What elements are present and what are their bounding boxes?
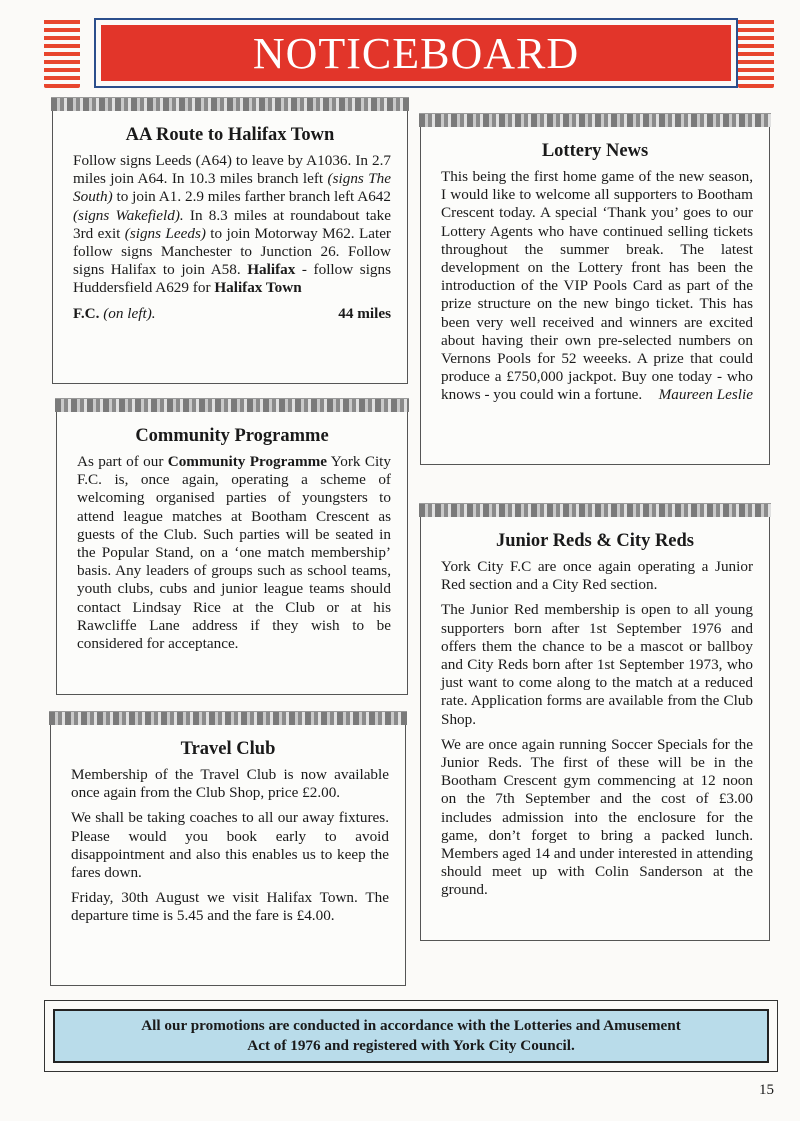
tape-strip [55, 398, 409, 412]
header-bar [101, 25, 731, 81]
community-text: As part of our Community Programme York City F.C. is, once again, operating a scheme of welcoming organised parties of youngsters to attend league matches at Bootham Crescent as guests of the Club. Such parties will be seated in the Popular Stand, on a ‘one match membership’ basis. Any leaders of groups such as school teams, youth clubs, cubs and junior league teams should contact Lindsay Rice at the Club or at his Rawcliffe Lane address if they wish to be considered for acceptance. [77, 453, 392, 653]
community-panel [56, 398, 408, 695]
junior-title: Junior Reds & City Reds [495, 531, 695, 551]
aa-route-title: AA Route to Halifax Town [125, 125, 335, 145]
lottery-panel [420, 113, 770, 465]
header-frame [94, 18, 738, 88]
travel-text-1: Membership of the Travel Club is now available once again from the Club Shop, price £2.00. [71, 766, 389, 802]
lottery-signature: Maureen Leslie [658, 386, 753, 404]
footer-line-2: Act of 1976 and registered with York City Council. [247, 1037, 575, 1054]
junior-text-1: York City F.C are once again operating a Junior Red section and a City Red section. [441, 558, 753, 594]
tape-strip [49, 711, 407, 725]
aa-route-panel [52, 97, 408, 384]
travel-text-3: Friday, 30th August we visit Halifax Town. The departure time is 5.45 and the fare is £4.00. [71, 889, 389, 925]
travel-club-panel [50, 711, 406, 986]
wave-decoration-left [44, 18, 80, 88]
page-title: NOTICEBOARD [252, 28, 580, 78]
aa-route-text: Follow signs Leeds (A64) to leave by A1036. In 2.7 miles join A64. In 10.3 miles branch left (signs The South) to join A1. 2.9 miles farther branch left A642 (signs Wakefield). In 8.3 miles at roundabout take 3rd exit (signs Leeds) to join Motorway M62. Later follow signs Manchester to Junction 26. Follow signs Halifax to join A58. Halifax - follow signs Huddersfield A629 for Halifax Town [73, 152, 392, 297]
page-number: 15 [759, 1082, 774, 1098]
junior-text-3: We are once again running Soccer Specials for the Junior Reds. The first of these will be in the Bootham Crescent gym commencing at 12 noon on the 7th September and the cost of £3.00 includes admission into the enclosure for the game, don’t forget to bring a packed lunch. Members aged 14 and under interested in attending should meet up with Colin Sanderson at the ground. [441, 735, 753, 899]
aa-route-miles: 44 miles [338, 304, 391, 322]
travel-text-2: We shall be taking coaches to all our away fixtures. Please would you book early to avoid disappointment and also this enables us to keep the fares down. [71, 809, 389, 882]
footer-frame [44, 1000, 778, 1072]
footer-notice [53, 1009, 769, 1063]
tape-strip [419, 113, 771, 127]
lottery-text: This being the first home game of the new season, I would like to welcome all supporters to Bootham Crescent today. A special ‘Thank you’ goes to our Lottery Agents who have continued selling tickets throughout the summer break. The latest development on the Lottery front has been the introduction of the VIP Pools Card as part of the prize structure on the new bingo ticket. This has been very well received and winners are excited about having their own pre-selected numbers on Vernons Pools for 52 weeeks. A prize that could produce a £750,000 jackpot. Buy one today - who knows - you could win a fortune. Maureen Leslie [441, 168, 753, 404]
wave-decoration-right [738, 18, 774, 88]
travel-title: Travel Club [180, 739, 276, 759]
footer-line-1: All our promotions are conducted in accordance with the Lotteries and Amusement [141, 1017, 681, 1034]
community-title: Community Programme [135, 426, 329, 446]
junior-text-2: The Junior Red membership is open to all young supporters born after 1st September 1976 and offers them the chance to be a mascot or ballboy and City Reds born after 1st September 1973, who just want to come along to the match at a reduced rate. Application forms are available from the Club Shop. [441, 601, 753, 728]
junior-reds-panel [420, 503, 770, 941]
lottery-title: Lottery News [541, 141, 649, 161]
tape-strip [419, 503, 771, 517]
tape-strip [51, 97, 409, 111]
aa-route-footer: F.C. (on left). 44 miles [73, 304, 391, 322]
